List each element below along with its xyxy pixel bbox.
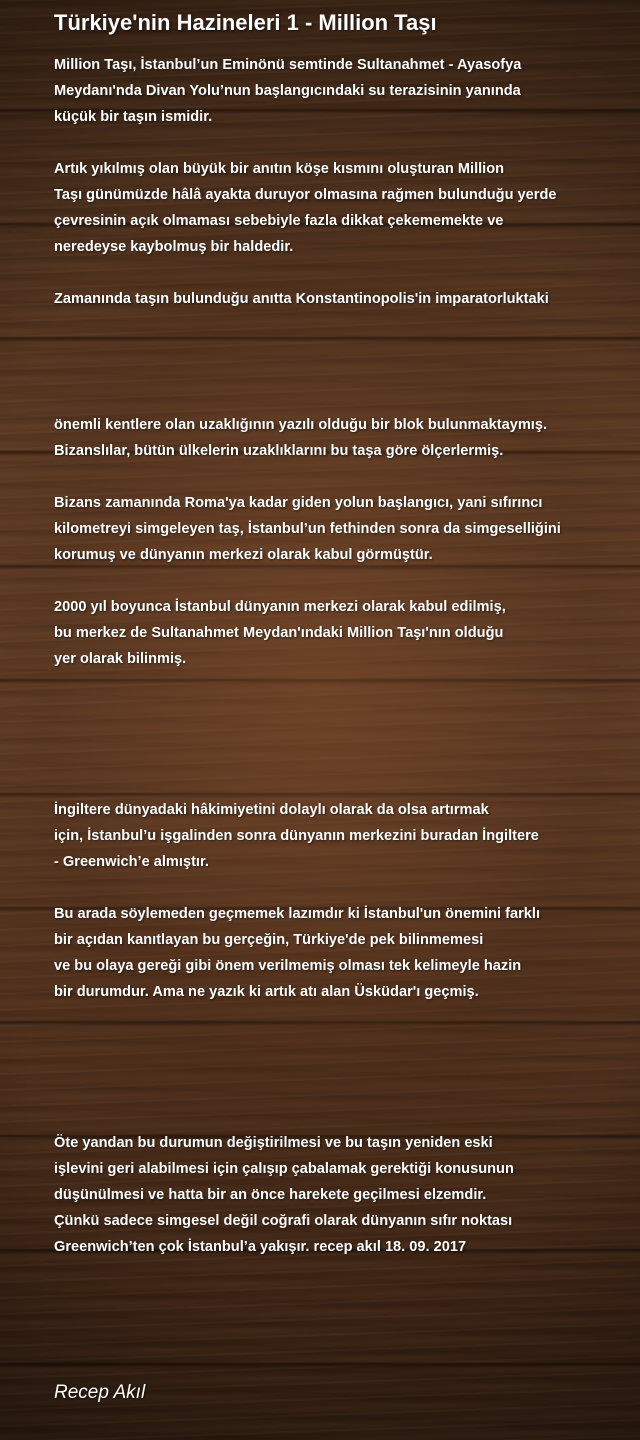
text-line: 2000 yıl boyunca İstanbul dünyanın merkezi olarak kabul edilmiş, [54, 599, 506, 615]
text-line: Million Taşı, İstanbul’un Eminönü semtinde Sultanahmet - Ayasofya [54, 57, 522, 73]
paragraph-5 [54, 490, 634, 568]
text-line: Bu arada söylemeden geçmemek lazımdır ki İstanbul'un önemini farklı [54, 906, 541, 922]
paragraph-3 [54, 286, 634, 312]
text-line: Bizanslılar, bütün ülkelerin uzaklıklarını bu taşa göre ölçerlermiş. [54, 443, 504, 459]
text-line: korumuş ve dünyanın merkezi olarak kabul görmüştür. [54, 547, 433, 563]
paragraph-1 [54, 52, 634, 130]
text-line: neredeyse kaybolmuş bir haldedir. [54, 239, 294, 255]
text-line: İngiltere dünyadaki hâkimiyetini dolaylı olarak da olsa artırmak [54, 802, 489, 818]
poem-title: Türkiye'nin Hazineleri 1 - Million Taşı [54, 10, 437, 35]
paragraph-8 [54, 901, 634, 1005]
text-line: önemli kentlere olan uzaklığının yazılı olduğu bir blok bulunmaktaymış. [54, 417, 548, 433]
text-line: Artık yıkılmış olan büyük bir anıtın köşe kısmını oluşturan Million [54, 161, 505, 177]
paragraph-2 [54, 156, 634, 260]
text-line: - Greenwich’e almıştır. [54, 854, 209, 870]
paragraph-6 [54, 594, 634, 672]
text-line: bir durumdur. Ama ne yazık ki artık atı alan Üsküdar'ı geçmiş. [54, 984, 479, 1000]
paragraph-9 [54, 1130, 634, 1260]
text-line: Greenwich’ten çok İstanbul’a yakışır. recep akıl 18. 09. 2017 [54, 1239, 467, 1255]
text-line: yer olarak bilinmiş. [54, 651, 187, 667]
text-line: bir açıdan kanıtlayan bu gerçeğin, Türkiye'de pek bilinmemesi [54, 932, 484, 948]
text-line: kilometreyi simgeleyen taş, İstanbul’un fethinden sonra da simgeselliğini [54, 521, 561, 537]
text-line: küçük bir taşın ismidir. [54, 109, 213, 125]
text-line: işlevini geri alabilmesi için çalışıp çabalamak gerektiği konusunun [54, 1161, 514, 1177]
author-signature: Recep Akıl [54, 1382, 146, 1403]
text-line: bu merkez de Sultanahmet Meydan'ındaki Million Taşı'nın olduğu [54, 625, 504, 641]
text-line: düşünülmesi ve hatta bir an önce harekete geçilmesi elzemdir. [54, 1187, 487, 1203]
text-line: ve bu olaya gereği gibi önem verilmemiş olması tek kelimeyle hazin [54, 958, 522, 974]
text-line: Taşı günümüzde hâlâ ayakta duruyor olmasına rağmen bulunduğu yerde [54, 187, 557, 203]
text-line: Meydanı'nda Divan Yolu’nun başlangıcındaki su terazisinin yanında [54, 83, 521, 99]
paragraph-4 [54, 412, 634, 464]
text-line: Zamanında taşın bulunduğu anıtta Konstantinopolis'in imparatorluktaki [54, 291, 549, 307]
text-line: Öte yandan bu durumun değiştirilmesi ve bu taşın yeniden eski [54, 1135, 493, 1151]
text-line: için, İstanbul’u işgalinden sonra dünyanın merkezini buradan İngiltere [54, 828, 539, 844]
text-line: Bizans zamanında Roma'ya kadar giden yolun başlangıcı, yani sıfırıncı [54, 495, 543, 511]
text-line: Çünkü sadece simgesel değil coğrafi olarak dünyanın sıfır noktası [54, 1213, 513, 1229]
text-line: çevresinin açık olmaması sebebiyle fazla dikkat çekememekte ve [54, 213, 504, 229]
paragraph-7 [54, 797, 634, 875]
